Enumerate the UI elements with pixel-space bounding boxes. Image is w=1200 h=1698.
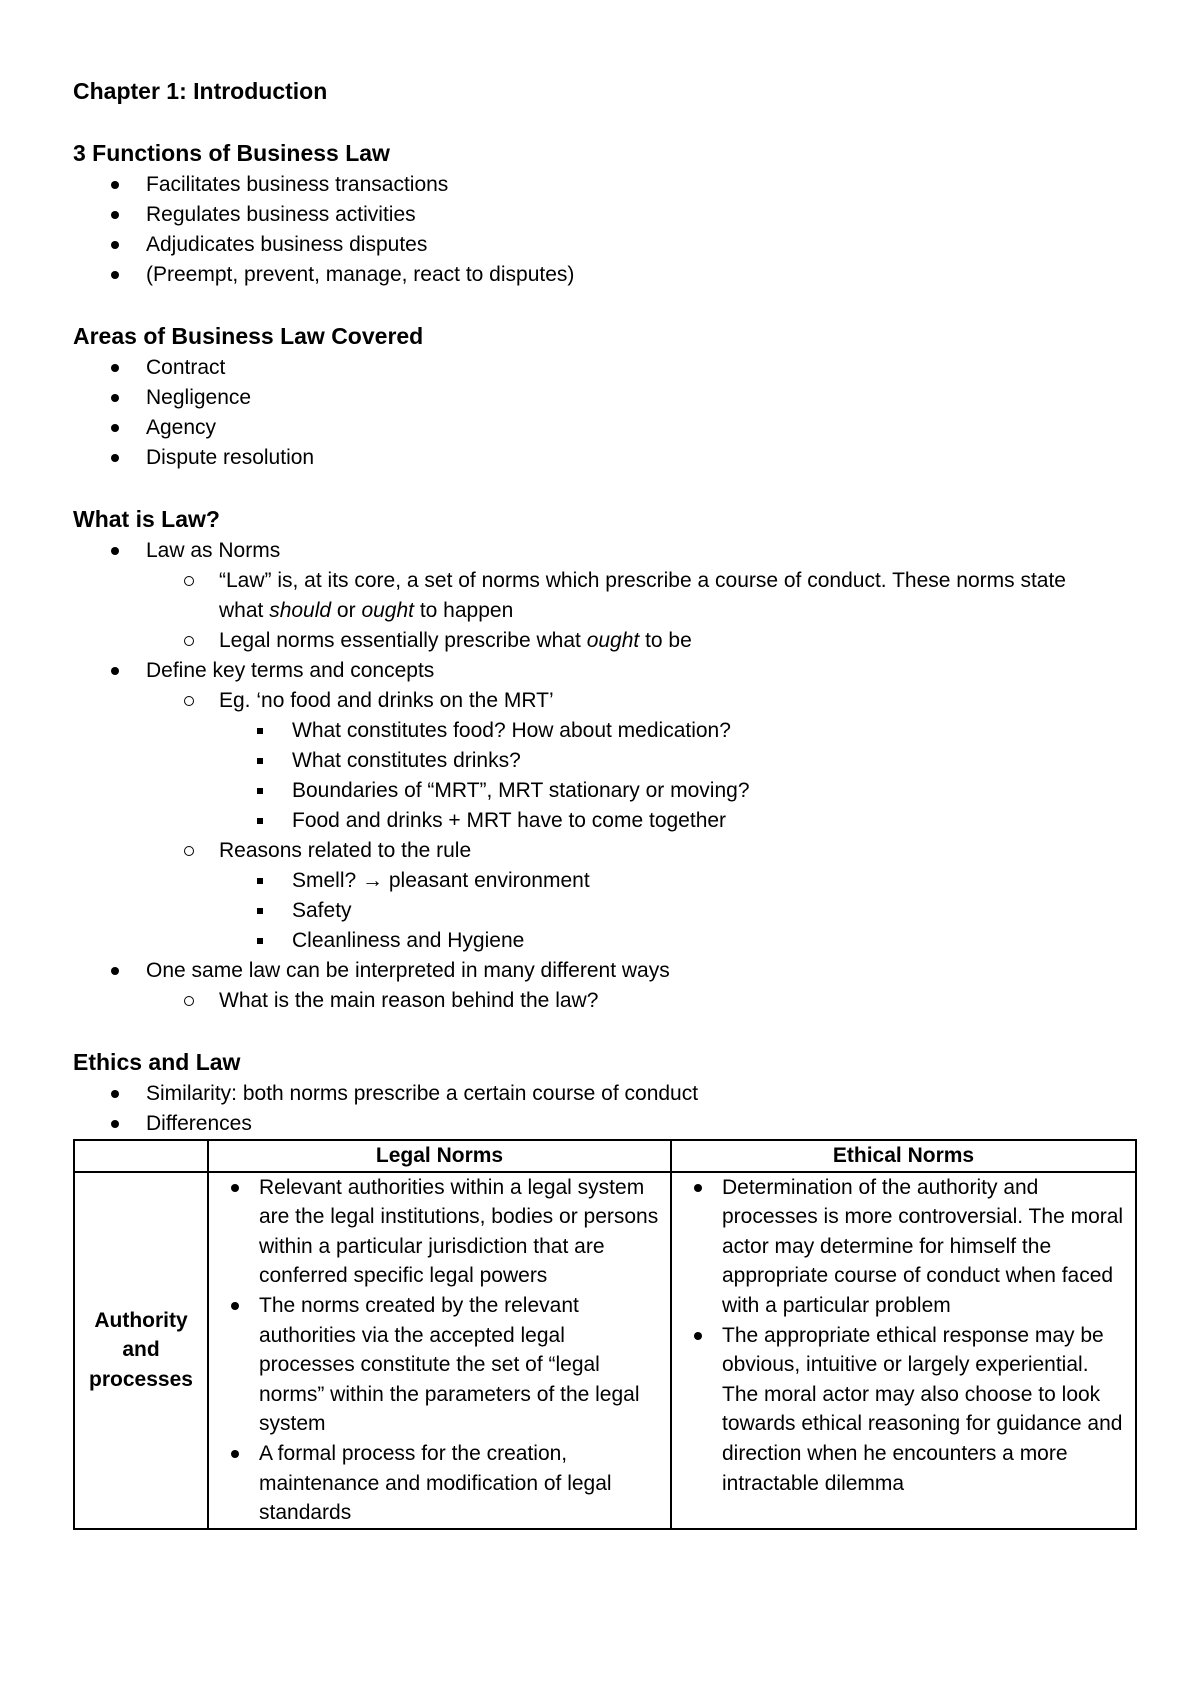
list-item: Negligence — [73, 383, 1133, 413]
functions-heading: 3 Functions of Business Law — [73, 140, 390, 166]
list-item: Differences — [73, 1109, 1133, 1139]
norms-comparison-table — [73, 1139, 1137, 1530]
list-item: Facilitates business transactions — [73, 170, 1133, 200]
what-is-law-heading: What is Law? — [73, 506, 220, 532]
list-item: Similarity: both norms prescribe a certain course of conduct — [73, 1079, 1133, 1109]
list-item: Adjudicates business disputes — [73, 230, 1133, 260]
square-bullet-icon — [257, 938, 263, 944]
list-item: Cleanliness and Hygiene — [73, 926, 1133, 956]
ethics-heading: Ethics and Law — [73, 1049, 241, 1075]
square-bullet-icon — [257, 908, 263, 914]
functions-section — [73, 136, 1133, 290]
bullet-icon — [231, 1302, 239, 1310]
list-item: The appropriate ethical response may be obvious, intuitive or largely experiential. The moral actor may also choose to look towards ethical reasoning for guidance and direction when he encounters a more intractable dilemma — [678, 1321, 1129, 1499]
list-item: What constitutes drinks? — [73, 746, 1133, 776]
bullet-icon — [111, 547, 119, 555]
list-item: Regulates business activities — [73, 200, 1133, 230]
circle-bullet-icon — [184, 846, 194, 856]
areas-section — [73, 319, 1133, 473]
bullet-icon — [111, 424, 119, 432]
circle-bullet-icon — [184, 576, 194, 586]
bullet-icon — [694, 1332, 702, 1340]
bullet-icon — [111, 454, 119, 462]
list-item: Safety — [73, 896, 1133, 926]
bullet-icon — [111, 364, 119, 372]
circle-bullet-icon — [184, 696, 194, 706]
circle-bullet-icon — [184, 996, 194, 1006]
square-bullet-icon — [257, 878, 263, 884]
list-item: The norms created by the relevant authorities via the accepted legal processes constitute the set of “legal norms” within the parameters of the legal system — [215, 1291, 664, 1439]
list-item: Dispute resolution — [73, 443, 1133, 473]
ethics-section — [73, 1045, 1133, 1530]
legal-norms-list — [215, 1173, 664, 1528]
list-item: Define key terms and concepts — [73, 656, 1133, 686]
areas-heading: Areas of Business Law Covered — [73, 323, 424, 349]
square-bullet-icon — [257, 788, 263, 794]
list-item: Legal norms essentially prescribe what ought to be — [73, 626, 1133, 656]
square-bullet-icon — [257, 728, 263, 734]
bullet-icon — [111, 667, 119, 675]
bullet-icon — [111, 967, 119, 975]
bullet-icon — [111, 241, 119, 249]
bullet-icon — [111, 271, 119, 279]
list-item: What constitutes food? How about medication? — [73, 716, 1133, 746]
square-bullet-icon — [257, 758, 263, 764]
what-is-law-section — [73, 502, 1133, 1016]
bullet-icon — [111, 211, 119, 219]
bullet-icon — [231, 1450, 239, 1458]
document-page — [73, 74, 1133, 1530]
column-header-legal: Legal Norms — [208, 1140, 671, 1172]
list-item: Agency — [73, 413, 1133, 443]
table-corner-cell — [74, 1140, 208, 1172]
column-header-ethical: Ethical Norms — [671, 1140, 1136, 1172]
list-item: Boundaries of “MRT”, MRT stationary or moving? — [73, 776, 1133, 806]
ethical-norms-cell — [671, 1172, 1136, 1529]
list-item: Relevant authorities within a legal system are the legal institutions, bodies or persons within a particular jurisdiction that are conferred specific legal powers — [215, 1173, 664, 1291]
list-item: Eg. ‘no food and drinks on the MRT’ — [73, 686, 1133, 716]
list-item: Smell? → pleasant environment — [73, 866, 1133, 896]
bullet-icon — [231, 1184, 239, 1192]
list-item: Reasons related to the rule — [73, 836, 1133, 866]
what-is-law-list — [73, 536, 1133, 1016]
square-bullet-icon — [257, 818, 263, 824]
ethics-list — [73, 1079, 1133, 1139]
functions-list — [73, 170, 1133, 290]
table-header-row — [74, 1140, 1136, 1172]
bullet-icon — [111, 394, 119, 402]
list-item: Determination of the authority and processes is more controversial. The moral actor may determine for himself the appropriate course of conduct when faced with a particular problem — [678, 1173, 1129, 1321]
row-header-authority: Authority and processes — [74, 1172, 208, 1529]
bullet-icon — [111, 1090, 119, 1098]
list-item: One same law can be interpreted in many different ways — [73, 956, 1133, 986]
list-item: Contract — [73, 353, 1133, 383]
legal-norms-cell — [208, 1172, 671, 1529]
list-item: Law as Norms — [73, 536, 1133, 566]
bullet-icon — [111, 181, 119, 189]
list-item: (Preempt, prevent, manage, react to disputes) — [73, 260, 1133, 290]
chapter-title: Chapter 1: Introduction — [73, 78, 328, 104]
table-row — [74, 1172, 1136, 1529]
list-item: Food and drinks + MRT have to come together — [73, 806, 1133, 836]
bullet-icon — [694, 1184, 702, 1192]
areas-list — [73, 353, 1133, 473]
list-item: What is the main reason behind the law? — [73, 986, 1133, 1016]
circle-bullet-icon — [184, 636, 194, 646]
bullet-icon — [111, 1120, 119, 1128]
list-item: A formal process for the creation, maintenance and modification of legal standards — [215, 1439, 664, 1528]
list-item: “Law” is, at its core, a set of norms which prescribe a course of conduct. These norms state what should or ought to happen — [73, 566, 1133, 626]
ethical-norms-list — [678, 1173, 1129, 1499]
